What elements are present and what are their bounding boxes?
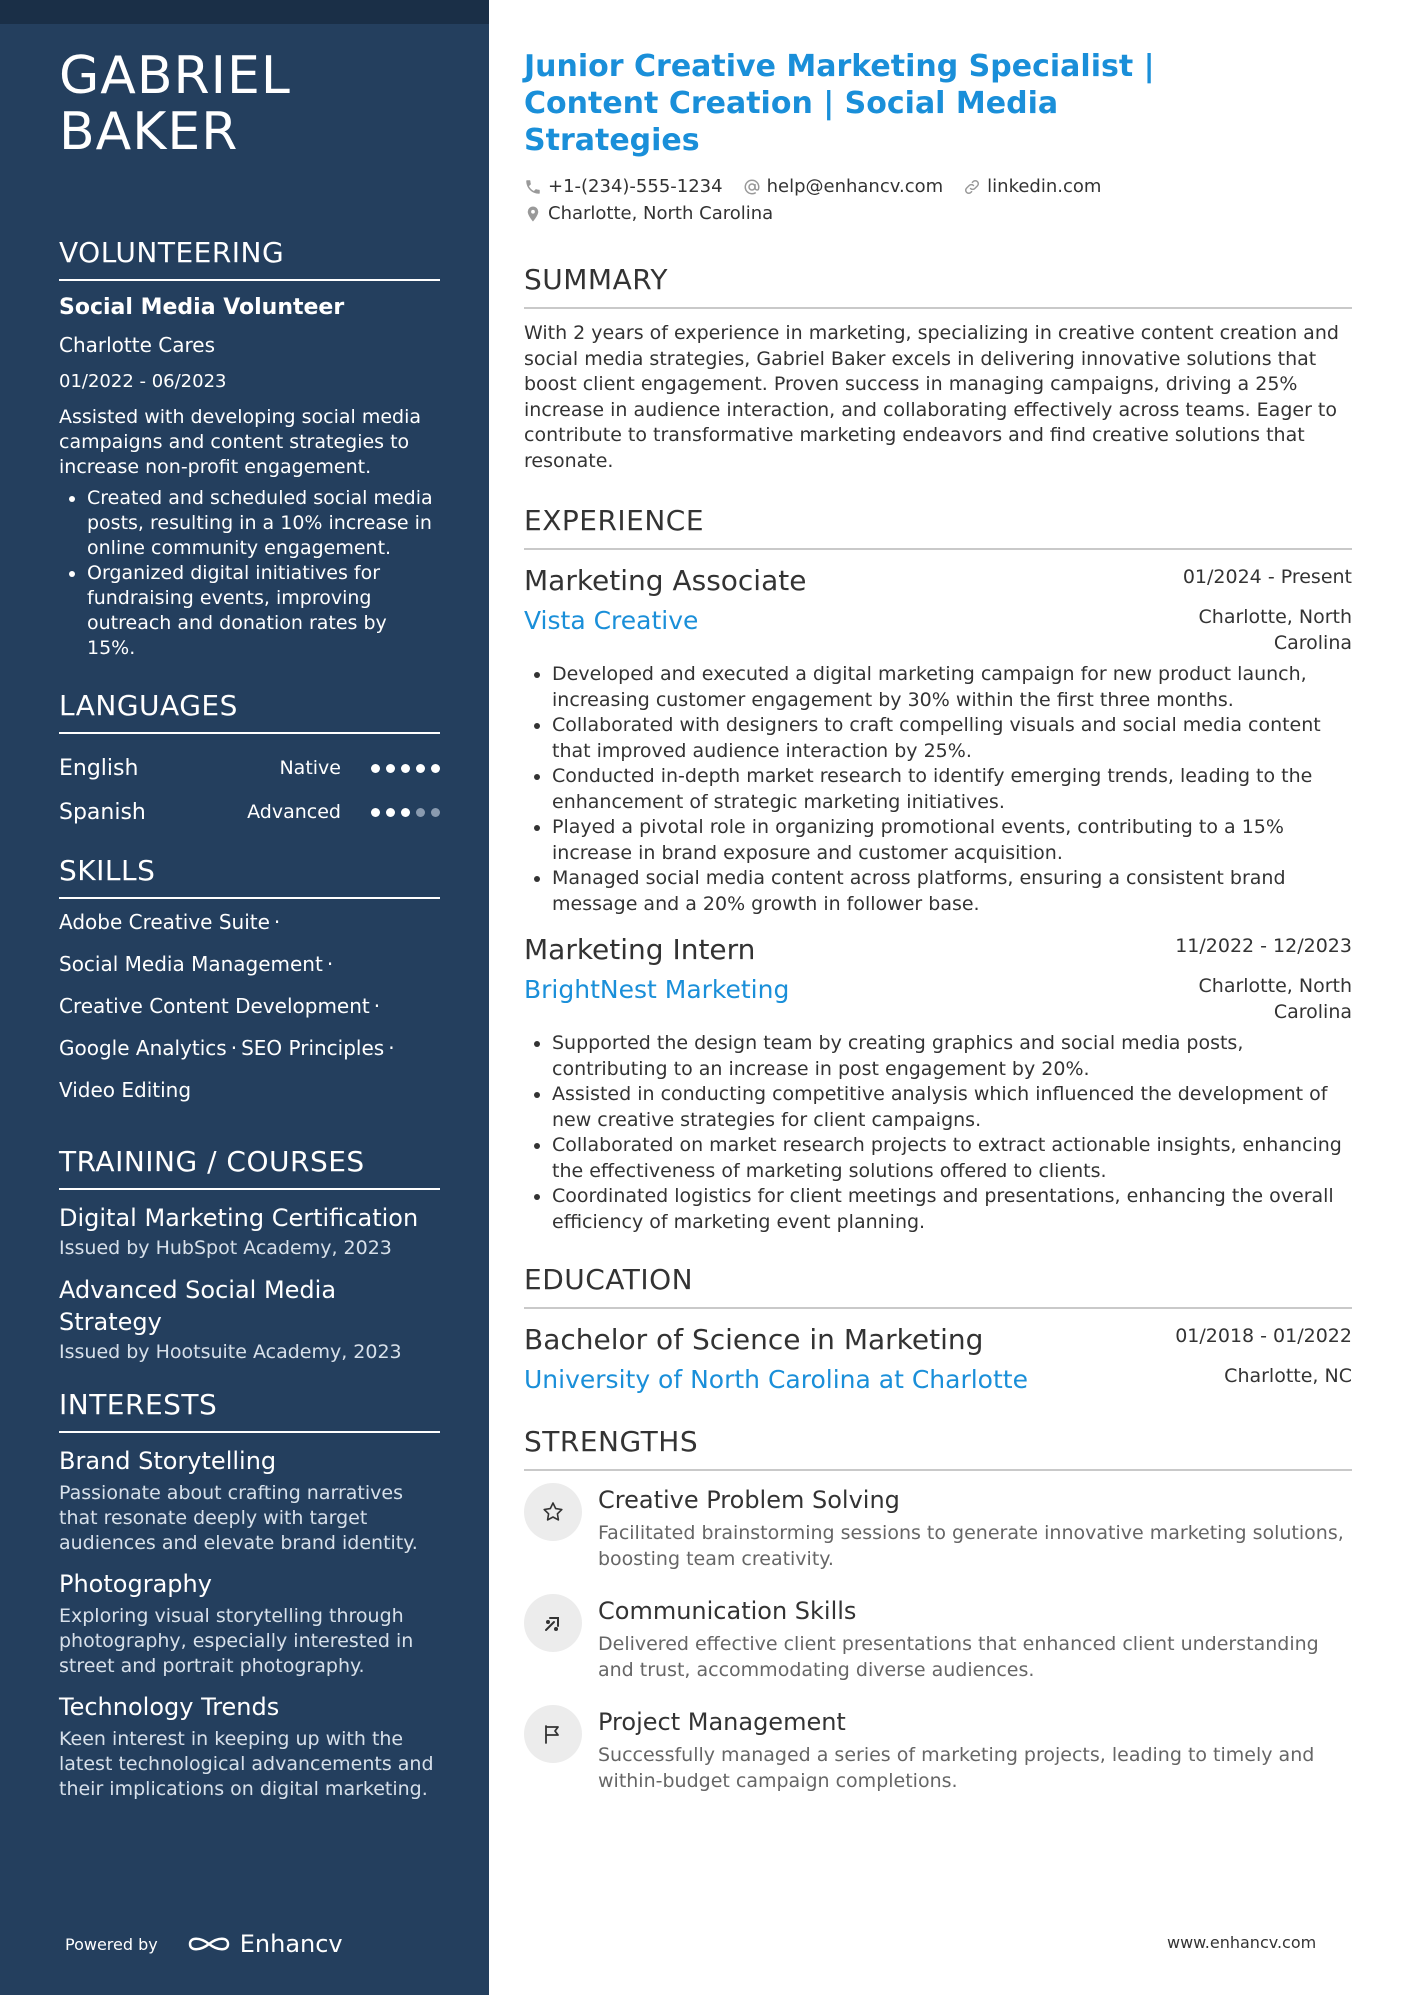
interest-description: Keen interest in keeping up with the latest technological advancements and their implications on digital marketing. [59,1728,434,1800]
rating-dot-empty [431,808,440,817]
job-bullets [524,662,1352,917]
education-heading: EDUCATION [524,1263,1352,1309]
summary-heading: SUMMARY [524,263,1352,309]
skills-section: SKILLS Adobe Creative Suite · Social Media Management · Creative Content Development · Google Analytics · SEO Principles · Video Editing [59,854,440,1111]
job-bullet: • Assisted in conducting competitive analysis which influenced the development of new creative strategies for client campaigns. [552,1082,1352,1133]
job-title: Marketing Intern [524,933,756,966]
contact-email[interactable] [743,176,944,197]
language-row [59,790,440,834]
rating-dot-filled [386,808,395,817]
job-bullet: • Developed and executed a digital marketing campaign for new product launch, increasing customer engagement by 30% within the first three months. [552,662,1352,713]
job-location: Charlotte, North Carolina [1198,975,1352,1023]
volunteer-role: Social Media Volunteer [59,295,345,320]
job-location: Charlotte, North Carolina [1198,606,1352,654]
strength-title: Creative Problem Solving [598,1486,900,1514]
job-company: BrightNest Marketing [524,975,790,1004]
summary-text: With 2 years of experience in marketing, specializing in creative content creation and social media strategies, Gabriel Baker excels in delivering innovative solutions that boost client engagement. Proven success in managing campaigns, driving a 25% increase in audience interaction, and collaborating effectively across teams. Eager to contribute to transformative marketing endeavors and find creative solutions that resonate. [524,322,1339,472]
contact-location [524,203,773,224]
rating-dot-filled [386,764,395,773]
sidebar-top-bar [0,0,489,24]
strength-title: Project Management [598,1708,846,1736]
skill-tag: Social Media Management [59,952,323,976]
interest-title: Technology Trends [59,1693,280,1721]
strength-item [524,1705,1352,1794]
volunteer-bullet: • Organized digital initiatives for fundraising events, improving outreach and donation rates by 15%. [87,561,440,661]
skill-tag: Creative Content Development [59,994,370,1018]
phone-number: +1-(234)-555-1234 [548,176,723,197]
volunteering-heading: VOLUNTEERING [59,236,440,281]
strength-item [524,1594,1352,1683]
rating-dot-filled [401,808,410,817]
powered-by-label: Powered by [65,1934,158,1954]
strength-description: Successfully managed a series of marketing projects, leading to timely and within-budget campaign completions. [598,1744,1315,1792]
language-name: Spanish [59,799,146,825]
interest-description: Passionate about crafting narratives that resonate deeply with target audiences and elevate brand identity. [59,1482,418,1554]
summary-section [524,263,1352,474]
speech-icon [524,1594,582,1652]
volunteer-bullets [59,486,440,661]
interest-title: Photography [59,1570,212,1598]
training-heading: TRAINING / COURSES [59,1145,440,1190]
skill-tag: SEO Principles [241,1036,385,1060]
degree-title: Bachelor of Science in Marketing [524,1323,984,1356]
education-dates: 01/2018 - 01/2022 [1175,1325,1352,1347]
job-bullet: • Played a pivotal role in organizing promotional events, contributing to a 15% increase in brand exposure and customer acquisition. [552,815,1352,866]
interest-title: Brand Storytelling [59,1447,277,1475]
strength-description: Facilitated brainstorming sessions to generate innovative marketing solutions, boosting team creativity. [598,1522,1344,1570]
job-bullet: • Managed social media content across platforms, ensuring a consistent brand message and a 20% growth in follower base. [552,866,1352,917]
languages-heading: LANGUAGES [59,689,440,734]
location-text: Charlotte, North Carolina [548,203,774,224]
sidebar [0,0,489,1995]
school-location: Charlotte, NC [1224,1365,1352,1387]
enhancv-logo[interactable] [186,1930,343,1958]
rating-dot-filled [401,764,410,773]
job-bullet: • Supported the design team by creating graphics and social media posts, contributing to an increase in post engagement by 20%. [552,1031,1352,1082]
location-pin-icon [524,205,542,223]
footer-url[interactable]: www.enhancv.com [1167,1933,1317,1952]
language-level: Advanced [247,801,341,823]
flag-icon [524,1705,582,1763]
training-title: Digital Marketing Certification [59,1204,419,1232]
rating-dot-filled [416,764,425,773]
job-bullet: • Coordinated logistics for client meetings and presentations, enhancing the overall efficiency of marketing event planning. [552,1184,1352,1235]
rating-dot-filled [431,764,440,773]
interests-heading: INTERESTS [59,1388,440,1433]
skill-tag: Google Analytics [59,1036,227,1060]
job-bullet: • Collaborated on market research projects to extract actionable insights, enhancing the effectiveness of marketing solutions offered to clients. [552,1133,1352,1184]
skills-heading: SKILLS [59,854,440,899]
volunteer-org: Charlotte Cares [59,333,215,357]
star-icon [524,1483,582,1541]
job-bullets [524,1031,1352,1235]
job-title: Marketing Associate [524,564,807,597]
training-section [59,1145,440,1366]
email-address: help@enhancv.com [766,176,944,197]
skill-tag: Adobe Creative Suite [59,910,270,934]
job-dates: 01/2024 - Present [1182,566,1352,588]
language-rating [371,808,440,817]
language-name: English [59,755,139,781]
job-entry [524,931,1352,1235]
language-level: Native [279,757,341,779]
strength-description: Delivered effective client presentations that enhanced client understanding and trust, accommodating diverse audiences. [598,1633,1319,1681]
job-bullet: • Conducted in-depth market research to identify emerging trends, leading to the enhancement of strategic marketing initiatives. [552,764,1352,815]
main-content [524,48,1352,1816]
training-issuer: Issued by Hootsuite Academy, 2023 [59,1341,402,1363]
candidate-name: GABRIEL BAKER [59,46,291,162]
contact-linkedin[interactable] [963,176,1101,197]
language-row [59,746,440,790]
job-company: Vista Creative [524,606,699,635]
school-name: University of North Carolina at Charlotte [524,1365,1028,1394]
rating-dot-filled [371,808,380,817]
strengths-heading: STRENGTHS [524,1425,1352,1471]
experience-heading: EXPERIENCE [524,504,1352,550]
languages-section [59,689,440,834]
job-dates: 11/2022 - 12/2023 [1175,935,1352,957]
volunteer-dates: 01/2022 - 06/2023 [59,371,227,392]
volunteering-section [59,236,440,661]
skill-tag: Video Editing [59,1078,192,1102]
volunteer-bullet: • Created and scheduled social media posts, resulting in a 10% increase in online community engagement. [87,486,440,561]
powered-by [65,1930,343,1958]
phone-icon [524,178,542,196]
enhancv-logo-icon [186,1933,232,1955]
enhancv-brand: Enhancv [239,1930,343,1958]
linkedin-url: linkedin.com [987,176,1102,197]
interest-description: Exploring visual storytelling through photography, especially interested in street and portrait photography. [59,1605,414,1677]
training-issuer: Issued by HubSpot Academy, 2023 [59,1237,392,1259]
experience-section [524,504,1352,1235]
strength-title: Communication Skills [598,1597,857,1625]
contact-phone[interactable] [524,176,723,197]
education-section [524,1263,1352,1397]
link-icon [963,178,981,196]
rating-dot-filled [371,764,380,773]
interests-section [59,1388,440,1802]
contact-info [524,173,1352,227]
rating-dot-empty [416,808,425,817]
headline: Junior Creative Marketing Specialist | Content Creation | Social Media Strategies [524,49,1155,158]
job-bullet: • Collaborated with designers to craft compelling visuals and social media content that improved audience interaction by 25%. [552,713,1352,764]
volunteer-description: Assisted with developing social media campaigns and content strategies to increase non-profit engagement. [59,406,422,478]
strength-item [524,1483,1352,1572]
language-rating [371,764,440,773]
job-entry [524,562,1352,917]
training-title: Advanced Social Media Strategy [59,1276,337,1336]
at-icon [743,178,761,196]
strengths-section [524,1425,1352,1794]
